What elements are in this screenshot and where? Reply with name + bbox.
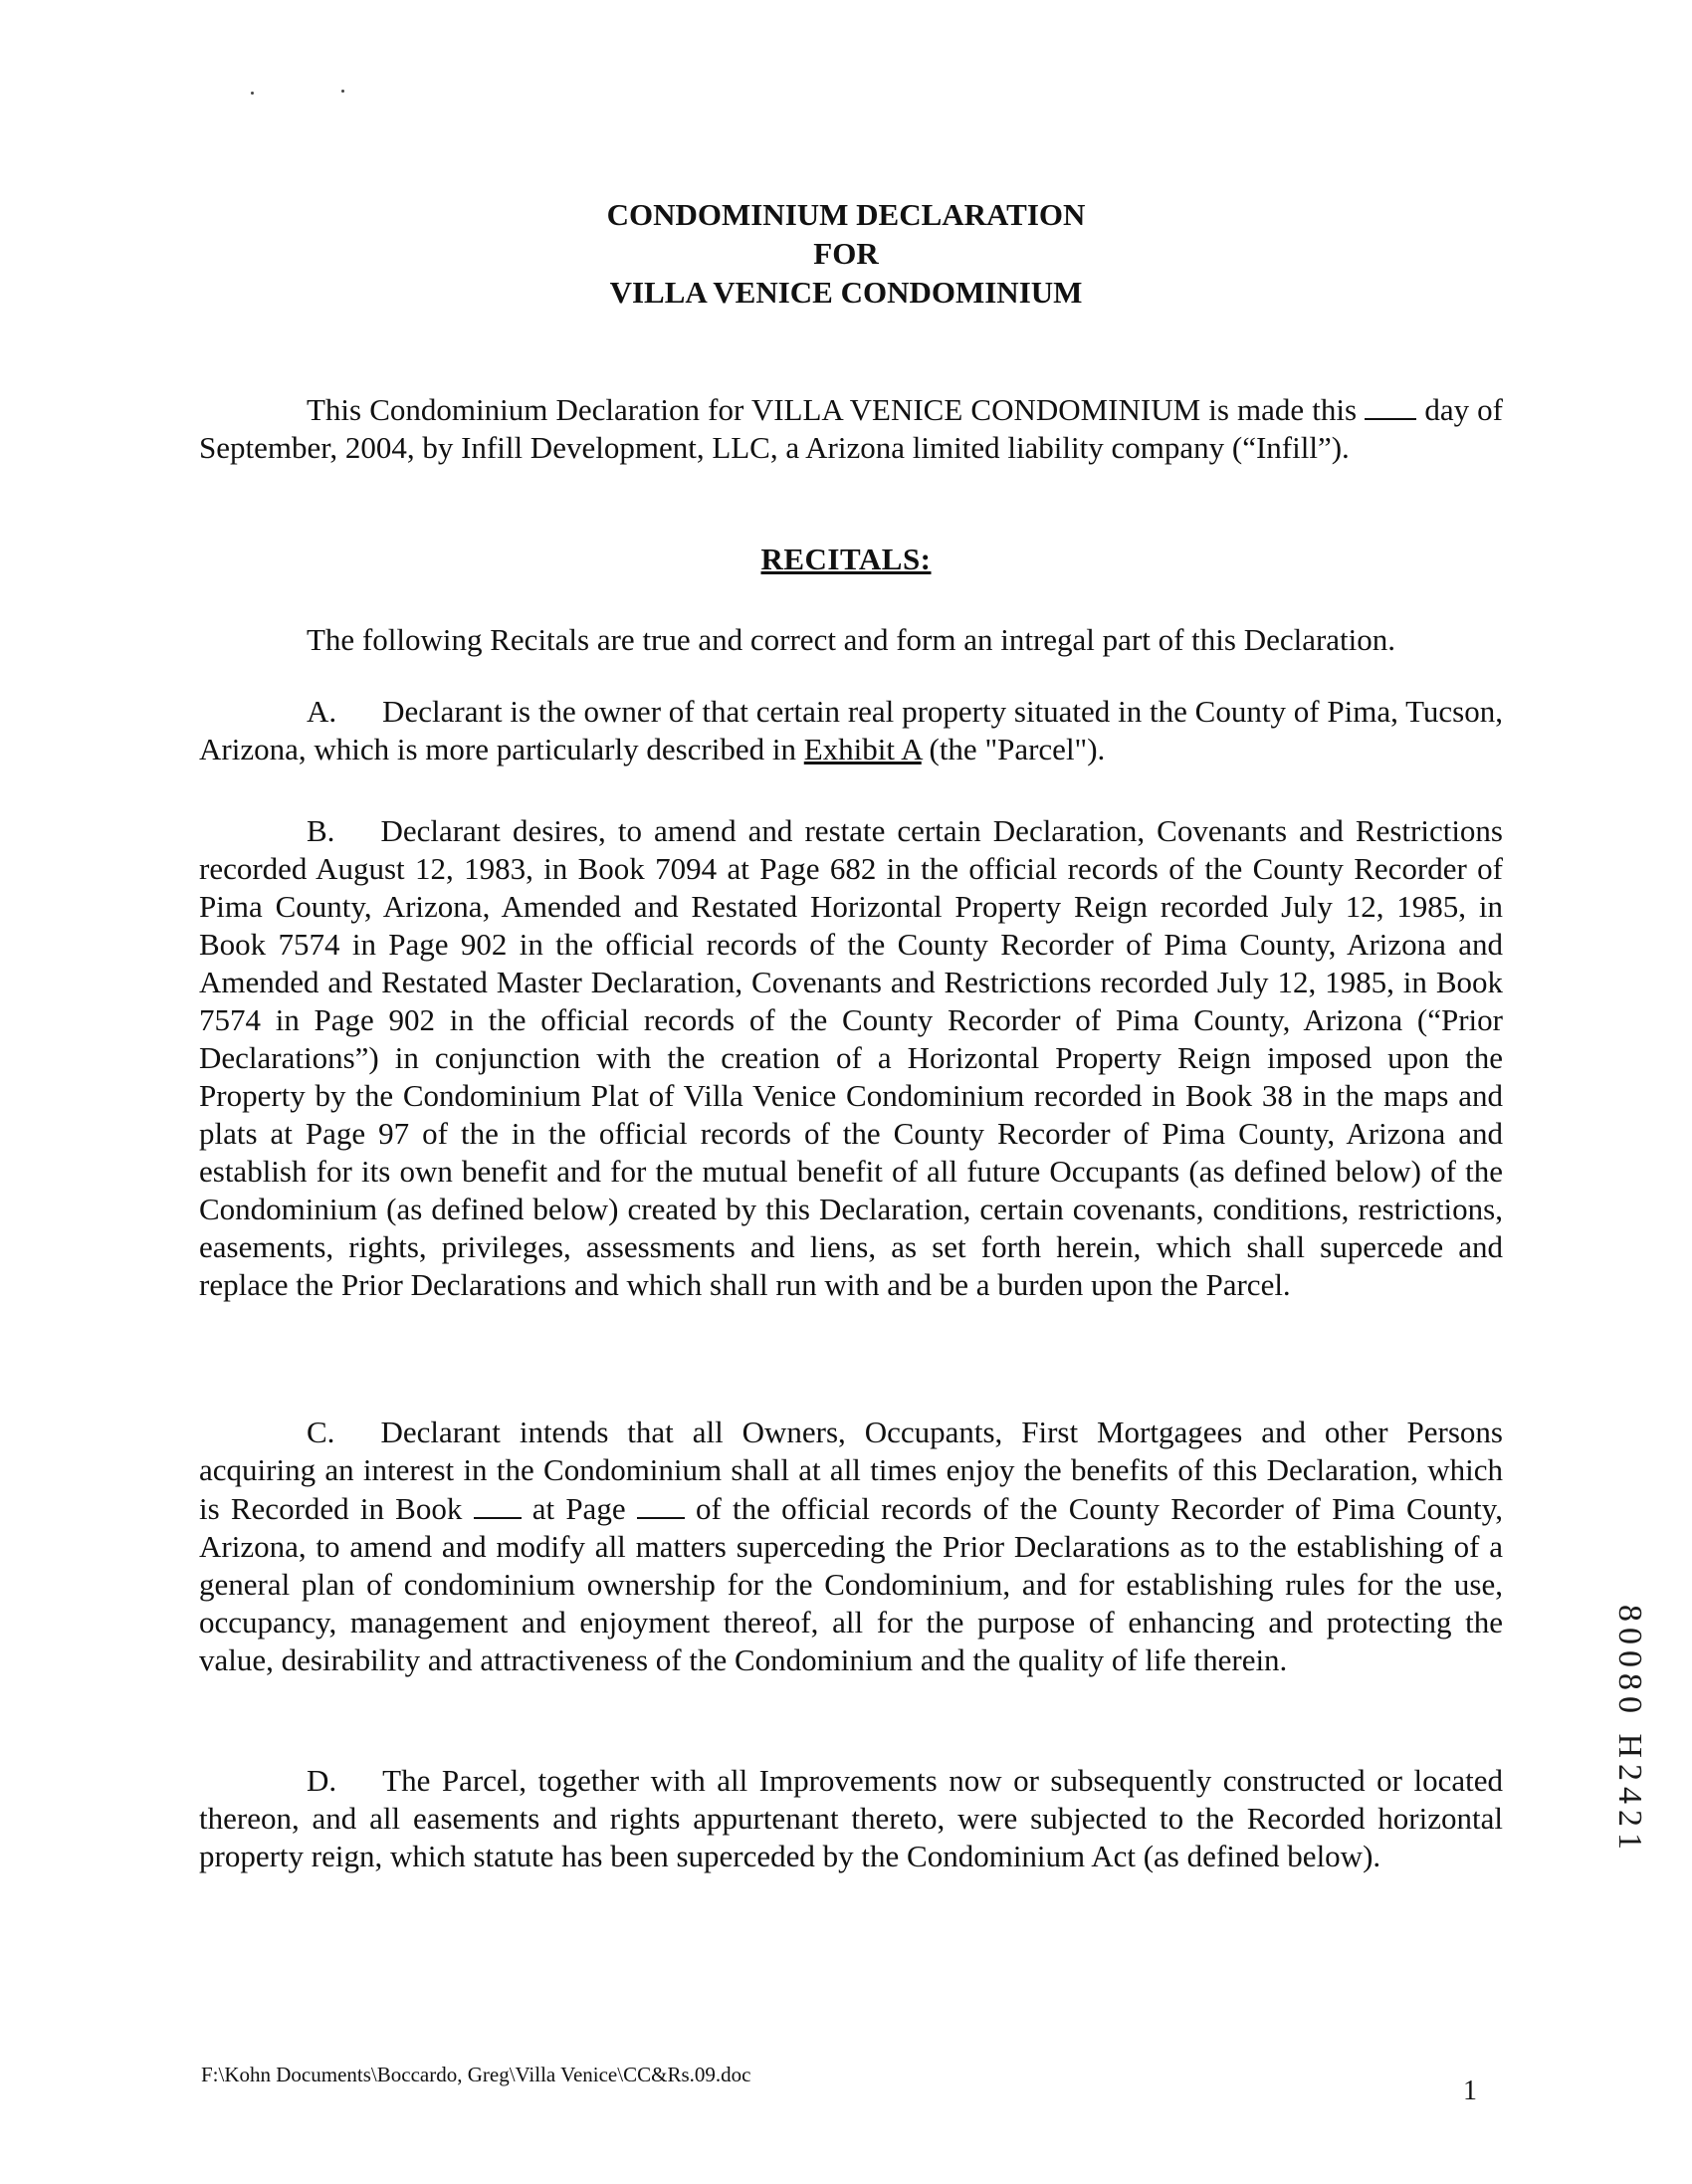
recital-a-text: Declarant is the owner of that certain real property situated in the County of Pima, Tucson, Arizona, which is more particularly described in (199, 694, 1503, 766)
recitals-intro (199, 621, 1503, 659)
recital-a-text-end: (the "Parcel"). (929, 732, 1106, 766)
recital-c-text-1: Declarant intends that all Owners, Occupants, First Mortgagees and other Persons acquiring an interest in the Condominium shall at all times enjoy the benefits of this Declaration, which is Recorded in Book (199, 1415, 1503, 1526)
recital-b-text: Declarant desires, to amend and restate certain Declaration, Covenants and Restrictions recorded August 12, 1983, in Book 7094 at Page 682 in the official records of the County Recorder of Pima County, Arizona, Amended and Restated Horizontal Property Reign recorded July 12, 1985, in Book 7574 in Page 902 in the official records of the County Recorder of Pima County, Arizona and Amended and Restated Master Declaration, Covenants and Restrictions recorded July 12, 1985, in Book 7574 in Page 902 in the official records of the County Recorder of Pima County, Arizona (“Prior Declarations”) in conjunction with the creation of a Horizontal Property Reign imposed upon the Property by the Condominium Plat of Villa Venice Condominium recorded in Book 38 in the maps and plats at Page 97 of the in the official records of the County Recorder of Pima County, Arizona and establish for its own benefit and for the mutual benefit of all future Occupants (as defined below) of the Condominium (as defined below) created by this Declaration, certain covenants, conditions, restrictions, easements, rights, privileges, assessments and liens, as set forth herein, which shall supercede and replace the Prior Declarations and which shall run with and be a burden upon the Parcel. (199, 813, 1503, 1302)
recital-d-letter: D. (307, 1763, 337, 1798)
recorder-stamp: 80080 H2421 (1611, 1605, 1648, 1856)
recitals-intro-text: The following Recitals are true and correct and form an intregal part of this Declaration. (307, 622, 1396, 657)
intro-paragraph (199, 390, 1503, 467)
intro-text-1: This Condominium Declaration for VILLA VENICE CONDOMINIUM is made this (307, 392, 1358, 427)
recital-b (199, 812, 1503, 1304)
exhibit-a-reference: Exhibit A (803, 732, 922, 766)
scan-speck (251, 92, 254, 95)
document-title (0, 195, 1692, 312)
recital-d-text: The Parcel, together with all Improvements now or subsequently constructed or located thereon, and all easements and rights appurtenant thereto, were subjected to the Recorded horizontal property reign, which statute has been superceded by the Condominium Act (as defined below). (199, 1763, 1503, 1873)
recital-c-text-3: of the official records of the County Recorder of Pima County, Arizona, to amend and modify all matters superceding the Prior Declarations as to the establishing of a general plan of condominium ownership for the Condominium, and for establishing rules for the use, occupancy, management and enjoyment thereof, all for the purpose of enhancing and protecting the value, desirability and attractiveness of the Condominium and the quality of life therein. (199, 1491, 1504, 1677)
book-blank (474, 1489, 522, 1519)
page-blank (637, 1489, 685, 1519)
recital-a-letter: A. (307, 694, 337, 729)
recital-c-letter: C. (307, 1415, 335, 1449)
footer-file-path: F:\Kohn Documents\Boccardo, Greg\Villa Venice\CC&Rs.09.doc (201, 2063, 751, 2086)
recital-d (199, 1762, 1503, 1875)
recital-c (199, 1414, 1503, 1679)
day-blank (1365, 390, 1416, 420)
recitals-heading: RECITALS: (760, 542, 932, 576)
title-line-2: FOR (813, 236, 879, 271)
intro-text-2: day of September, 2004, by Infill Development, LLC, a Arizona limited liability company (“Infill”). (199, 392, 1504, 465)
title-line-1: CONDOMINIUM DECLARATION (606, 197, 1086, 232)
page-number: 1 (1463, 2075, 1477, 2106)
title-line-3: VILLA VENICE CONDOMINIUM (609, 275, 1083, 310)
scan-speck (341, 90, 344, 93)
recital-b-letter: B. (307, 813, 335, 848)
recital-c-text-2: at Page (531, 1491, 626, 1526)
recital-a (199, 693, 1503, 768)
